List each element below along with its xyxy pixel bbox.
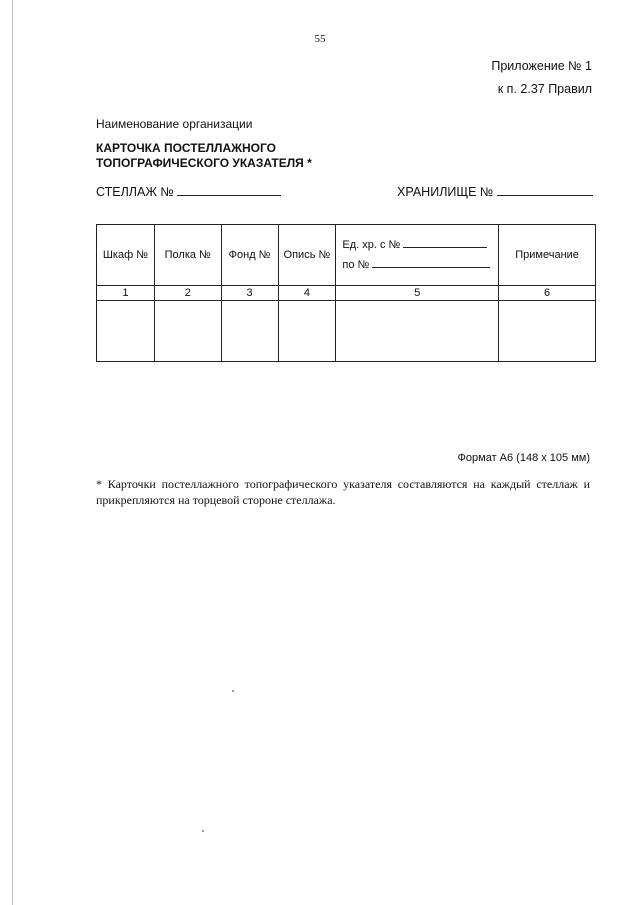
scan-edge-line [12, 0, 13, 905]
table-header-row [97, 225, 596, 286]
empty-cell [278, 301, 336, 362]
header-cabinet: Шкаф № [97, 225, 155, 286]
column-number: 2 [154, 286, 221, 301]
empty-cell [336, 301, 499, 362]
rack-number-label: СТЕЛЛАЖ № [96, 185, 174, 199]
storage-unit-from-blank [403, 236, 487, 248]
storage-number-blank [497, 184, 593, 196]
empty-data-row [97, 301, 596, 362]
empty-cell [154, 301, 221, 362]
header-note: Примечание [499, 225, 596, 286]
column-number-row [97, 286, 596, 301]
header-inventory: Опись № [278, 225, 336, 286]
header-fund: Фонд № [221, 225, 278, 286]
index-card-table [96, 224, 596, 362]
storage-unit-to-line [336, 255, 498, 275]
header-storage-units [336, 225, 499, 286]
empty-cell [97, 301, 155, 362]
card-title [96, 141, 312, 171]
page-number: 55 [314, 33, 326, 45]
column-number: 6 [499, 286, 596, 301]
scan-speck [232, 690, 234, 692]
storage-unit-from-label: Ед. хр. с № [342, 239, 401, 251]
footnote: * Карточки постеллажного топографического указателя составляются на каждый стеллаж и прикрепляются на торцевой стороне стеллажа. [96, 477, 590, 507]
column-number: 5 [336, 286, 499, 301]
card-title-line-2: ТОПОГРАФИЧЕСКОГО УКАЗАТЕЛЯ * [96, 156, 312, 170]
storage-unit-to-label: по № [342, 259, 370, 271]
storage-number-label: ХРАНИЛИЩЕ № [397, 185, 494, 199]
column-number: 4 [278, 286, 336, 301]
rack-number-blank [177, 184, 281, 196]
scan-speck [202, 830, 204, 832]
appendix-reference: к п. 2.37 Правил [497, 82, 592, 96]
header-shelf: Полка № [154, 225, 221, 286]
empty-cell [221, 301, 278, 362]
storage-number-field [397, 184, 593, 199]
storage-unit-from-line [336, 235, 498, 255]
format-note: Формат А6 (148 х 105 мм) [457, 452, 590, 464]
storage-unit-to-blank [372, 256, 490, 268]
card-title-line-1: КАРТОЧКА ПОСТЕЛЛАЖНОГО [96, 141, 276, 155]
appendix-label: Приложение № 1 [491, 59, 592, 73]
column-number: 1 [97, 286, 155, 301]
rack-number-field [96, 184, 281, 199]
organization-name-label: Наименование организации [96, 117, 253, 131]
column-number: 3 [221, 286, 278, 301]
empty-cell [499, 301, 596, 362]
